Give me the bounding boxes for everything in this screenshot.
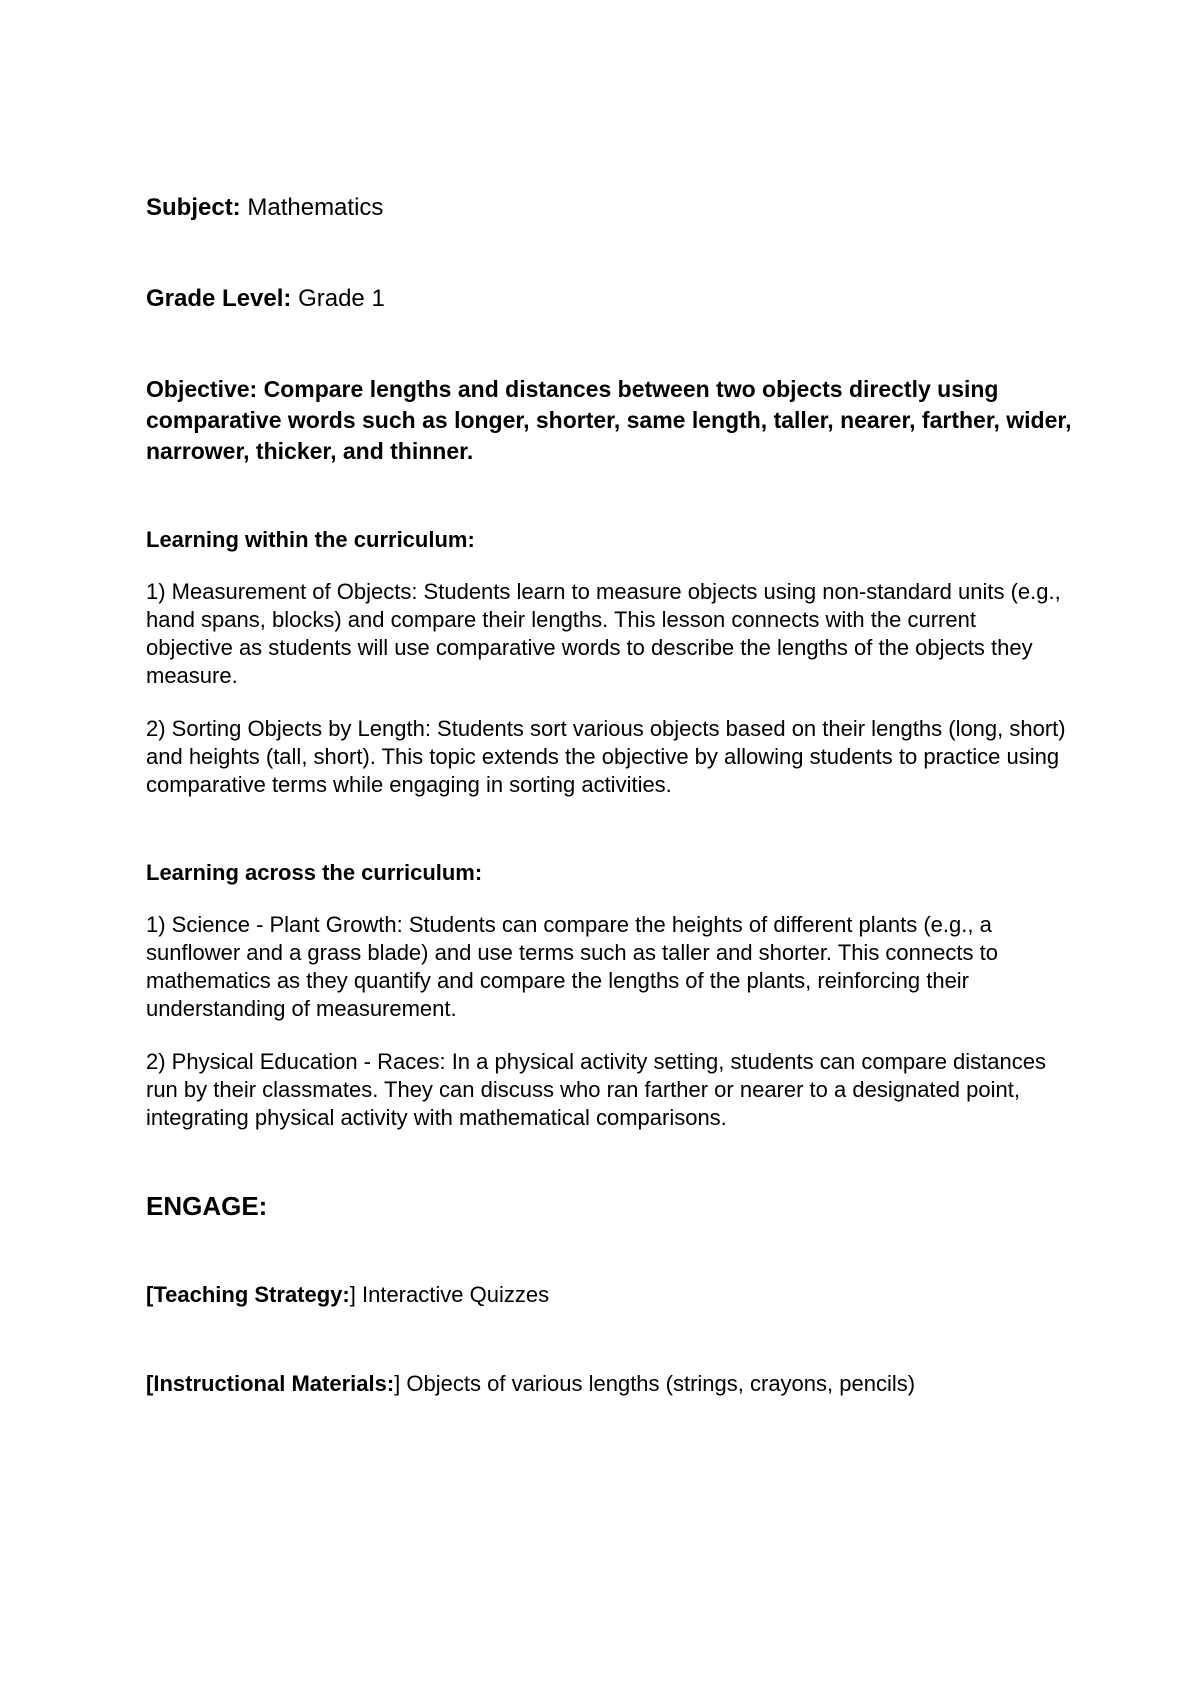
within-curriculum-item-1: 1) Measurement of Objects: Students learn to measure objects using non-standard units (e.g., hand spans, blocks) and compare their lengths. This lesson connects with the current objective as students will use comparative words to describe the lengths of the objects they measure. [146, 579, 1061, 688]
objective-label: Objective: [146, 376, 258, 402]
within-curriculum-heading: Learning within the curriculum: [146, 527, 475, 552]
objective-text: Compare lengths and distances between two objects directly using comparative words such as longer, shorter, same length, taller, nearer, farther, wider, narrower, thicker, and thinner. [146, 376, 1072, 464]
instructional-materials-open-bracket: [ [146, 1371, 154, 1396]
teaching-strategy-open-bracket: [ [146, 1282, 154, 1307]
subject-value: Mathematics [247, 194, 384, 221]
instructional-materials-close-bracket: ] [394, 1371, 401, 1396]
grade-level-label: Grade Level: [146, 285, 292, 312]
teaching-strategy-label: Teaching Strategy: [153, 1282, 350, 1307]
subject-label: Subject: [146, 194, 241, 221]
instructional-materials-label: Instructional Materials: [153, 1371, 395, 1396]
teaching-strategy-line [146, 1281, 549, 1309]
teaching-strategy-close-bracket: ] [349, 1282, 356, 1307]
within-curriculum-item-2: 2) Sorting Objects by Length: Students sort various objects based on their lengths (long, short) and heights (tall, short). This topic extends the objective by allowing students to practice using comparative terms while engaging in sorting activities. [146, 716, 1066, 797]
across-curriculum-heading: Learning across the curriculum: [146, 860, 483, 885]
grade-level-value: Grade 1 [298, 285, 385, 312]
subject-line [146, 194, 383, 222]
across-curriculum-item-1: 1) Science - Plant Growth: Students can compare the heights of different plants (e.g., a sunflower and a grass blade) and use terms such as taller and shorter. This connects to mathematics as they quantify and compare the lengths of the plants, reinforcing their understanding of measurement. [146, 912, 998, 1021]
engage-heading: ENGAGE: [146, 1191, 268, 1221]
across-curriculum-item-2: 2) Physical Education - Races: In a physical activity setting, students can compare distances run by their classmates. They can discuss who ran farther or nearer to a designated point, integrating physical activity with mathematical comparisons. [146, 1049, 1046, 1130]
teaching-strategy-value: Interactive Quizzes [355, 1282, 550, 1307]
instructional-materials-value: Objects of various lengths (strings, crayons, pencils) [400, 1371, 916, 1396]
grade-level-line [146, 285, 385, 313]
objective-paragraph [146, 374, 1076, 467]
instructional-materials-line [146, 1370, 915, 1398]
